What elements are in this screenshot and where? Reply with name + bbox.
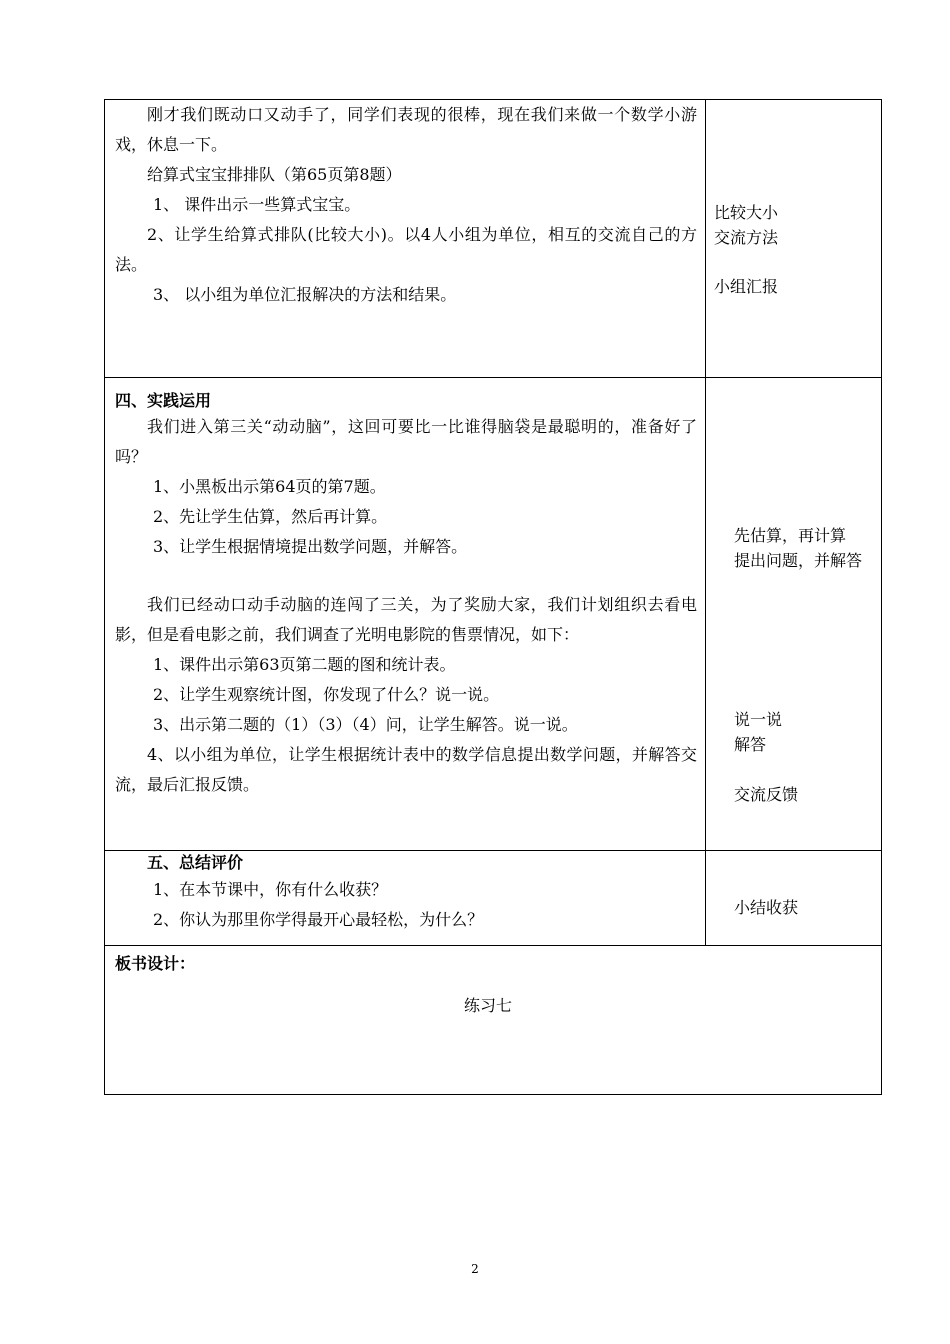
game-step-3: 3、 以小组为单位汇报解决的方法和结果。 xyxy=(153,285,457,304)
row-summary xyxy=(105,851,882,946)
game-intro: 刚才我们既动口又动手了，同学们表现的很棒，现在我们来做一个数学小游戏，休息一下。 xyxy=(115,105,697,154)
game-content-cell xyxy=(105,100,706,378)
practice-step-b1: 1、课件出示第63页第二题的图和统计表。 xyxy=(153,655,456,674)
page-number: 2 xyxy=(471,1262,479,1276)
practice-step-a2: 2、先让学生估算，然后再计算。 xyxy=(153,507,388,526)
row-practice xyxy=(105,378,882,851)
game-step-1: 1、 课件出示一些算式宝宝。 xyxy=(153,195,361,214)
summary-step-1: 1、在本节课中，你有什么收获？ xyxy=(153,880,388,899)
practice-step-a1: 1、小黑板出示第64页的第7题。 xyxy=(153,477,386,496)
practice-content-cell xyxy=(105,378,706,851)
practice-side-cell xyxy=(706,378,882,851)
practice-side-talk: 说一说 xyxy=(734,710,783,729)
board-cell xyxy=(105,946,882,1095)
game-title: 给算式宝宝排排队（第65页第8题） xyxy=(147,165,402,184)
row-board xyxy=(105,946,882,1095)
lesson-plan-table xyxy=(104,99,882,1095)
practice-intro: 我们进入第三关“动动脑”，这回可要比一比谁得脑袋是最聪明的，准备好了吗？ xyxy=(115,417,697,466)
practice-step-b4: 4、以小组为单位，让学生根据统计表中的数学信息提出数学问题，并解答交流，最后汇报反馈。 xyxy=(115,745,697,794)
summary-step-2: 2、你认为那里你学得最开心最轻松，为什么？ xyxy=(153,910,484,929)
game-side-exchange: 交流方法 xyxy=(714,228,779,247)
practice-side-feedback: 交流反馈 xyxy=(734,785,799,804)
practice-side-solve: 解答 xyxy=(734,735,767,754)
board-title: 练习七 xyxy=(463,996,512,1015)
practice-side-question: 提出问题，并解答 xyxy=(734,551,863,570)
practice-side-estimate: 先估算，再计算 xyxy=(734,526,847,545)
practice-intro-2: 我们已经动口动手动脑的连闯了三关，为了奖励大家，我们计划组织去看电影，但是看电影之前，我们调查了光明电影院的售票情况，如下： xyxy=(115,595,697,644)
summary-heading: 五、总结评价 xyxy=(147,853,244,872)
summary-content-cell xyxy=(105,851,706,946)
row-game xyxy=(105,100,882,378)
practice-step-b2: 2、让学生观察统计图，你发现了什么？说一说。 xyxy=(153,685,500,704)
summary-side-cell xyxy=(706,851,882,946)
practice-step-b3: 3、出示第二题的（1）（3）（4）问，让学生解答。说一说。 xyxy=(153,715,578,734)
game-step-2: 2、让学生给算式排队(比较大小)。以4人小组为单位，相互的交流自己的方法。 xyxy=(115,225,697,274)
board-heading: 板书设计： xyxy=(115,954,196,973)
game-side-compare: 比较大小 xyxy=(714,203,779,222)
game-side-report: 小组汇报 xyxy=(714,277,779,296)
game-side-cell xyxy=(706,100,882,378)
practice-step-a3: 3、让学生根据情境提出数学问题，并解答。 xyxy=(153,537,468,556)
summary-side-gain: 小结收获 xyxy=(734,898,799,917)
practice-heading: 四、实践运用 xyxy=(115,391,212,410)
